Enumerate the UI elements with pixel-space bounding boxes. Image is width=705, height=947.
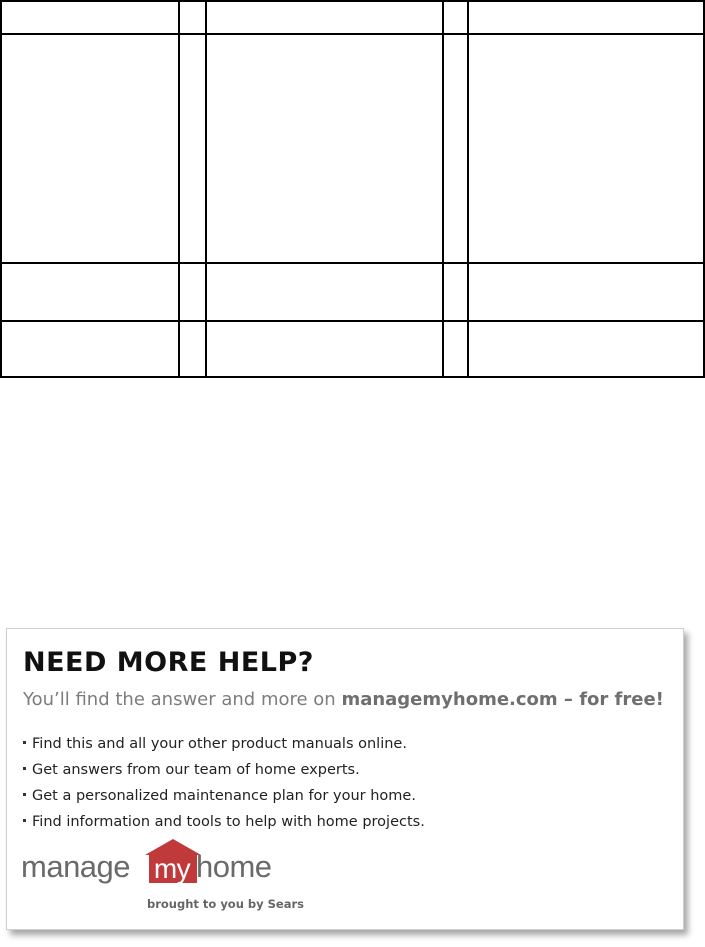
promo-title: NEED MORE HELP? xyxy=(23,647,314,678)
bullet-icon xyxy=(23,741,26,744)
list-item: Find information and tools to help with home projects. xyxy=(23,809,425,835)
list-item: Get a personalized maintenance plan for your home. xyxy=(23,783,425,809)
list-item: Get answers from our team of home experts. xyxy=(23,757,425,783)
table-divider xyxy=(2,33,703,35)
promo-site-link[interactable]: managemyhome.com – for free! xyxy=(341,689,664,710)
table-divider xyxy=(2,262,703,264)
list-item: Find this and all your other product manuals online. xyxy=(23,731,425,757)
sears-tagline: brought to you by Sears xyxy=(147,897,304,911)
logo-word-my: my xyxy=(153,853,191,884)
help-promo-box xyxy=(6,628,684,930)
bullet-icon xyxy=(23,767,26,770)
promo-subtitle xyxy=(23,689,664,710)
bullet-icon xyxy=(23,793,26,796)
table-divider xyxy=(2,320,703,322)
manage-my-home-logo xyxy=(21,839,321,893)
empty-table-grid xyxy=(0,0,705,378)
promo-bullet-list xyxy=(23,731,425,835)
bullet-icon xyxy=(23,819,26,822)
logo-word-home: home xyxy=(196,849,272,884)
logo-word-manage: manage xyxy=(21,849,131,884)
promo-subtitle-text: You’ll find the answer and more on xyxy=(23,689,342,710)
